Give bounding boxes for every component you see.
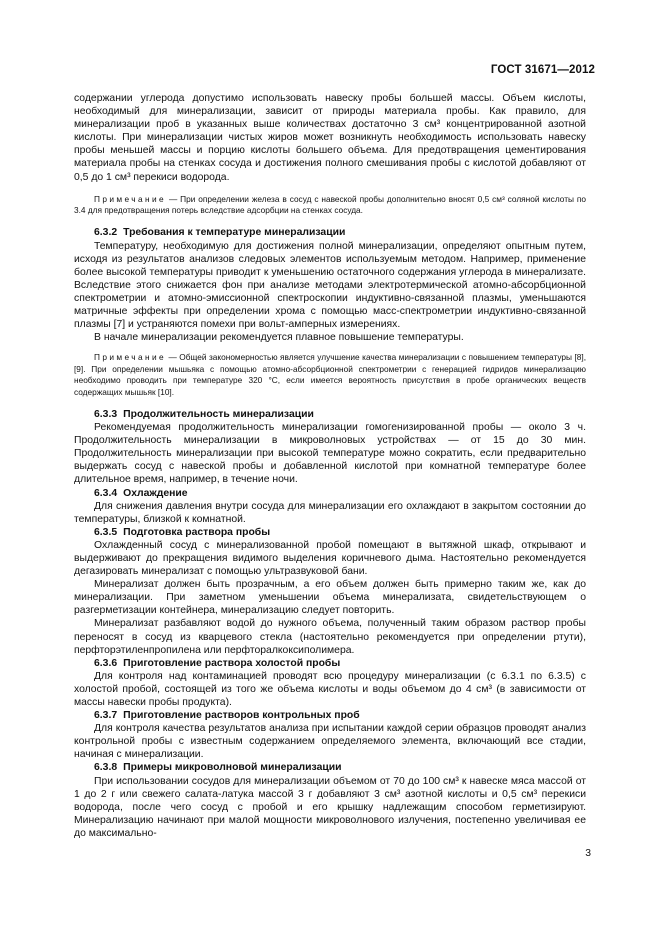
section-title: Подготовка раствора пробы bbox=[123, 526, 271, 538]
note-text: — Общей закономерностью является улучшение качества минерализации с повышением температуры [8], [9]. При определении мышьяка с помощью атомно-абсорбционной спектрометрии с генерацией гидридов минерализацию необходимо проводить при температуре 320 °С, если имеется вероятность присутствия в пробе органических веществ содержащих мышьяк [10]. bbox=[74, 352, 586, 397]
section-title: Приготовление раствора холостой пробы bbox=[123, 657, 341, 669]
section-heading-6-3-5 bbox=[74, 526, 586, 539]
section-number: 6.3.8 bbox=[94, 762, 118, 774]
section-number: 6.3.6 bbox=[94, 657, 118, 669]
paragraph: Рекомендуемая продолжительность минерализации гомогенизированной пробы — около 3 ч. Продолжительность минерализации в микроволновых устройствах — от 15 до 30 мин. Продолжительность минерализации при высокой температуре можно сократить, если предварительно выдержать сосуд с навеской пробы и добавленной кислотой при комнатной температуре более длительное время, например, в течение ночи. bbox=[74, 422, 586, 486]
section-heading-6-3-7 bbox=[74, 709, 586, 722]
section-title: Требования к температуре минерализации bbox=[123, 227, 346, 239]
section-heading-6-3-8 bbox=[74, 761, 586, 774]
paragraph: Для контроля качества результатов анализа при испытании каждой серии образцов проводят анализ контрольной пробы с известным содержанием определяемого элемента, включающий все стадии, начиная с минерализации. bbox=[74, 723, 586, 761]
paragraph: Минерализат разбавляют водой до нужного объема, полученный таким образом раствор пробы переносят в сосуд из кварцевого стекла (настоятельно рекомендуется при определении ртути), перфторэтиленпропилена или перфторалкоксиполимера. bbox=[74, 618, 586, 656]
section-heading-6-3-4 bbox=[74, 487, 586, 500]
section-number: 6.3.4 bbox=[94, 487, 118, 499]
paragraph: При использовании сосудов для минерализации объемом от 70 до 100 см³ к навеске мяса массой от 1 до 2 г или свежего салата-латука массой 3 г добавляют 3 см³ азотной кислоты и 0,5 см³ перекиси водорода, после чего сосуд с пробой и его крышку надлежащим способом герметизируют. Минерализацию начинают при малой мощности микроволнового излучения, постепенно увеличивая ее до максимально- bbox=[74, 775, 586, 839]
section-title: Примеры микроволновой минерализации bbox=[123, 762, 342, 774]
document-body bbox=[74, 92, 586, 840]
paragraph: Минерализат должен быть прозрачным, а его объем должен быть примерно таким же, как до минерализации. При заметном уменьшении объема минерализата, свидетельствующем о разгерметизации контейнера, минерализацию следует повторить. bbox=[74, 579, 586, 617]
paragraph: Для контроля над контаминацией проводят всю процедуру минерализации (с 6.3.1 по 6.3.5) с холостой пробой, состоящей из того же объема кислоты и воды объемом до 4 см³ (в зависимости от массы навески пробы продукта). bbox=[74, 670, 586, 708]
note bbox=[74, 352, 586, 398]
note-label: Примечание bbox=[94, 352, 167, 363]
paragraph: содержании углерода допустимо использовать навеску пробы большей массы. Объем кислоты, необходимый для минерализации, зависит от природы материала пробы. Как правило, для минерализации проб в указанных выше количествах достаточно 3 см³ концентрированной азотной кислоты. При минерализации чистых жиров может возникнуть необходимость использовать навеску пробы меньшей массы и порцию кислоты большего объема. Для предотвращения цементирования материала пробы на стенках сосуда и достижения полного смешивания пробы с кислотой добавляют от 0,5 до 1 см³ перекиси водорода. bbox=[74, 93, 586, 183]
section-heading-6-3-3 bbox=[74, 408, 586, 421]
section-heading-6-3-6 bbox=[74, 657, 586, 670]
section-number: 6.3.7 bbox=[94, 710, 118, 722]
note bbox=[74, 194, 586, 217]
page-number: 3 bbox=[585, 848, 591, 859]
section-title: Охлаждение bbox=[123, 487, 188, 499]
section-number: 6.3.5 bbox=[94, 526, 118, 538]
section-number: 6.3.2 bbox=[94, 227, 118, 239]
note-label: Примечание bbox=[94, 193, 167, 204]
section-title: Продолжительность минерализации bbox=[123, 408, 314, 420]
paragraph: Температуру, необходимую для достижения полной минерализации, определяют опытным путем, исходя из результатов анализов следовых элементов используемым методом. Например, применение более высокой температуры приводит к уменьшению остаточного содержания углерода в минерализате. Вследствие этого снижается фон при анализе методами электротермической атомно-абсорбционной спектрометрии и атомно-эмиссионной спектроскопии индуктивно-связанной плазмы, уменьшаются матричные эффекты при определении хрома с помощью масс-спектрометрии индуктивно-связанной плазмы [7] и устраняются помехи при вольт-амперных измерениях. bbox=[74, 240, 586, 331]
section-heading-6-3-2 bbox=[74, 226, 586, 239]
section-number: 6.3.3 bbox=[94, 408, 118, 420]
paragraph: В начале минерализации рекомендуется плавное повышение температуры. bbox=[94, 332, 464, 344]
document-header: ГОСТ 31671—2012 bbox=[490, 64, 595, 76]
paragraph: Охлажденный сосуд с минерализованной пробой помещают в вытяжной шкаф, открывают и выдерживают до прекращения видимого выделения коричневого дыма. Настоятельно рекомендуется дегазировать минерализат с помощью ультразвуковой бани. bbox=[74, 539, 586, 578]
paragraph: Для снижения давления внутри сосуда для минерализации его охлаждают в закрытом состоянии до температуры, близкой к комнатной. bbox=[74, 500, 586, 525]
section-title: Приготовление растворов контрольных проб bbox=[123, 710, 360, 722]
note-text: — При определении железа в сосуд с навеской пробы дополнительно вносят 0,5 см³ соляной кислоты по 3.4 для предотвращения потерь вследствие адсорбции на стенках сосуда. bbox=[74, 193, 586, 216]
